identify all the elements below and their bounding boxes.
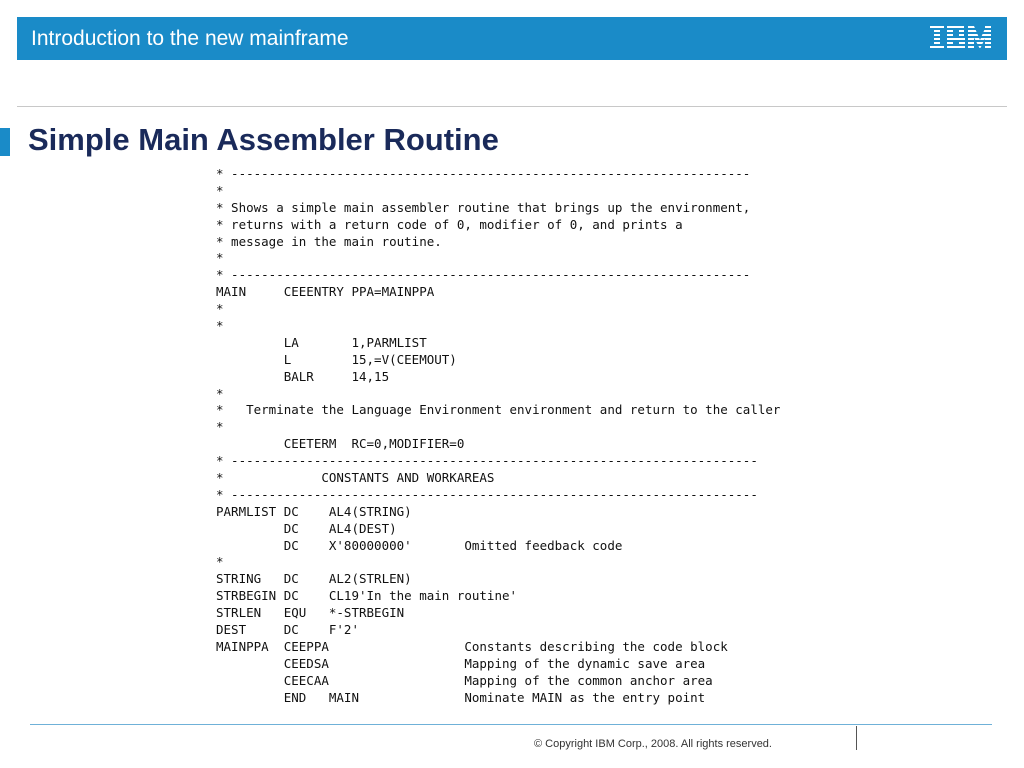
page-title: Simple Main Assembler Routine bbox=[28, 122, 499, 157]
code-line: MAIN CEEENTRY PPA=MAINPPA bbox=[216, 284, 435, 300]
code-line: DC X'80000000' Omitted feedback code bbox=[216, 537, 623, 553]
code-line: STRING DC AL2(STRLEN) bbox=[216, 571, 412, 587]
code-line: * bbox=[216, 182, 224, 198]
code-line: * bbox=[216, 318, 224, 334]
code-line: LA 1,PARMLIST bbox=[216, 334, 427, 350]
code-line: * ---------------------------------------------------------------------- bbox=[216, 486, 758, 502]
ibm-logo-icon bbox=[929, 23, 993, 53]
code-line: * bbox=[216, 301, 224, 317]
bottom-divider bbox=[30, 724, 992, 725]
code-listing bbox=[216, 166, 816, 707]
code-line: * --------------------------------------------------------------------- bbox=[216, 267, 751, 283]
code-line: MAINPPA CEEPPA Constants describing the code block bbox=[216, 638, 728, 654]
header-title: Introduction to the new mainframe bbox=[31, 27, 349, 50]
code-line: PARMLIST DC AL4(STRING) bbox=[216, 503, 412, 519]
footer-divider bbox=[856, 726, 857, 750]
code-line: L 15,=V(CEEMOUT) bbox=[216, 351, 457, 367]
code-line: * returns with a return code of 0, modifier of 0, and prints a bbox=[216, 216, 683, 232]
top-divider bbox=[17, 106, 1007, 107]
code-line: CEEDSA Mapping of the dynamic save area bbox=[216, 655, 706, 671]
code-line: * bbox=[216, 385, 224, 401]
code-line: * CONSTANTS AND WORKAREAS bbox=[216, 470, 495, 486]
header-bar bbox=[17, 17, 1007, 60]
code-line: * --------------------------------------------------------------------- bbox=[216, 166, 751, 181]
code-line: * Shows a simple main assembler routine that brings up the environment, bbox=[216, 199, 751, 215]
code-line: DEST DC F'2' bbox=[216, 622, 359, 638]
title-accent-bar bbox=[0, 128, 10, 156]
code-line: END MAIN Nominate MAIN as the entry point bbox=[216, 689, 706, 705]
code-line: CEETERM RC=0,MODIFIER=0 bbox=[216, 436, 465, 452]
code-line: BALR 14,15 bbox=[216, 368, 390, 384]
copyright-text: © Copyright IBM Corp., 2008. All rights reserved. bbox=[534, 738, 772, 750]
code-line: * message in the main routine. bbox=[216, 233, 442, 249]
code-line: * Terminate the Language Environment environment and return to the caller bbox=[216, 402, 781, 418]
code-line: * bbox=[216, 250, 224, 266]
code-line: * ---------------------------------------------------------------------- bbox=[216, 453, 758, 469]
code-line: DC AL4(DEST) bbox=[216, 520, 397, 536]
code-line: * bbox=[216, 554, 224, 570]
code-line: STRBEGIN DC CL19'In the main routine' bbox=[216, 588, 518, 604]
code-line: * bbox=[216, 419, 224, 435]
code-line: STRLEN EQU *-STRBEGIN bbox=[216, 605, 405, 621]
code-line: CEECAA Mapping of the common anchor area bbox=[216, 672, 713, 688]
